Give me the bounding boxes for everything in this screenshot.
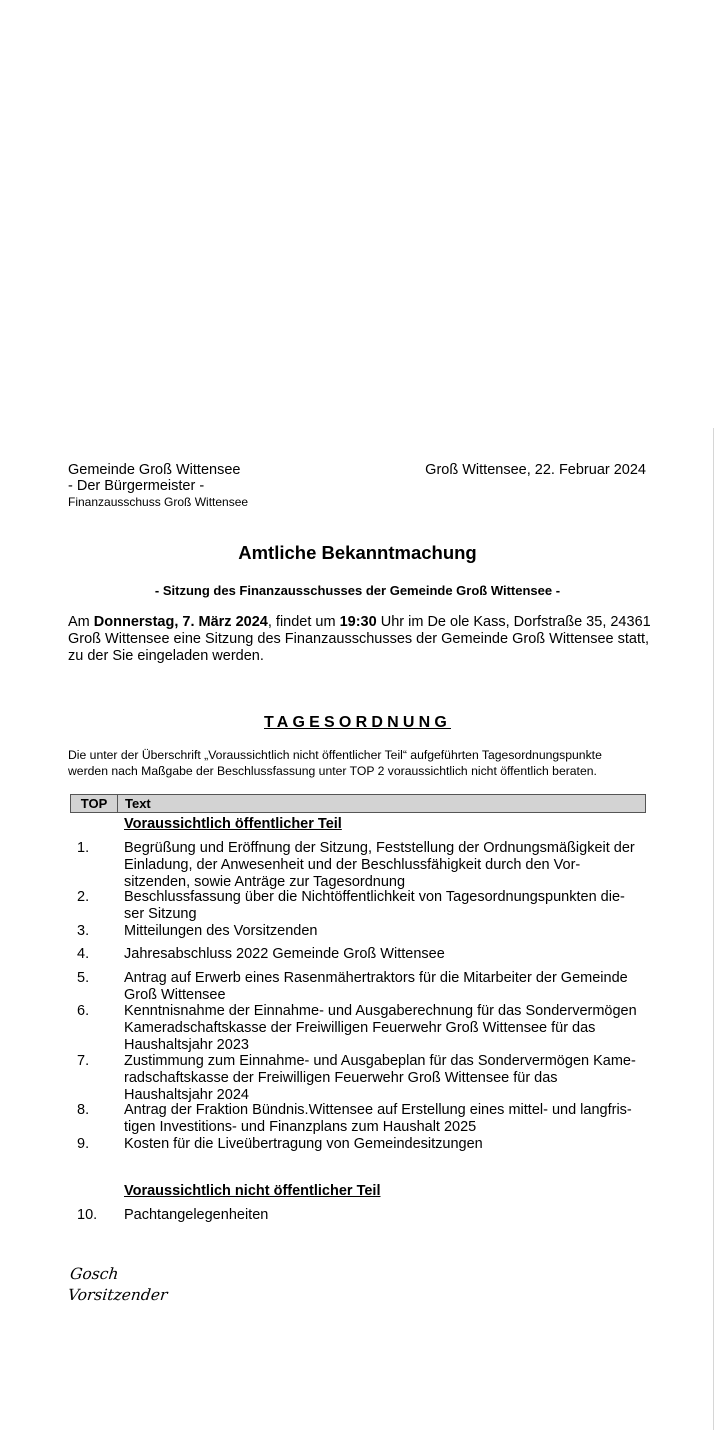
intro-line-3: zu der Sie eingeladen werden.: [68, 648, 264, 664]
agenda-note-line-1: Die unter der Überschrift „Voraussichtlich nicht öffentlicher Teil“ aufgeführten Tagesordnungspunkte: [68, 748, 602, 762]
agenda-item-number: 4.: [77, 946, 90, 962]
agenda-item-text: Antrag auf Erwerb eines Rasenmähertraktors für die Mitarbeiter der Gemeinde Groß Wittensee: [124, 970, 628, 1003]
signature-name: Gosch: [69, 1265, 120, 1283]
intro-text-am: Am: [68, 614, 94, 630]
agenda-item-number: 5.: [77, 970, 90, 986]
place-date: Groß Wittensee, 22. Februar 2024: [425, 462, 646, 478]
sender-block: [68, 462, 248, 510]
agenda-item-number: 10.: [77, 1207, 98, 1223]
agenda-note: [68, 747, 648, 779]
agenda-item-text: Begrüßung und Eröffnung der Sitzung, Feststellung der Ordnungsmäßigkeit der Einladung, der Anwesenheit und der Beschlussfähigkeit durch den Vor- sitzenden, sowie Anträge zur Tagesordnung: [124, 840, 635, 890]
page-title: Amtliche Bekanntmachung: [238, 542, 477, 563]
meeting-date: Donnerstag, 7. März 2024: [93, 614, 268, 630]
intro-text-location: Uhr im De ole Kass, Dorfstraße 35, 24361: [376, 614, 651, 630]
agenda-item-text: Kosten für die Liveübertragung von Gemeindesitzungen: [124, 1136, 483, 1152]
intro-line-1: [68, 614, 651, 631]
agenda-item-number: 6.: [77, 1003, 90, 1019]
sender-mayor: - Der Bürgermeister -: [68, 478, 205, 494]
intro-paragraph: [68, 614, 651, 665]
agenda-note-line-2: werden nach Maßgabe der Beschlussfassung unter TOP 2 voraussichtlich nicht öffentlich beraten.: [68, 764, 597, 778]
agenda-item-text: Jahresabschluss 2022 Gemeinde Groß Wittensee: [124, 946, 445, 962]
agenda-item-text: Zustimmung zum Einnahme- und Ausgabeplan für das Sondervermögen Kame- radschaftskasse der Freiwilligen Feuerwehr Groß Wittensee für das Haushaltsjahr 2024: [124, 1053, 636, 1103]
intro-line-2: Groß Wittensee eine Sitzung des Finanzausschusses der Gemeinde Groß Wittensee statt,: [68, 631, 650, 647]
agenda-heading: TAGESORDNUNG: [264, 714, 451, 731]
agenda-table-header: [70, 794, 646, 813]
agenda-item-text: Beschlussfassung über die Nichtöffentlichkeit von Tagesordnungspunkten die- ser Sitzung: [124, 889, 625, 922]
agenda-item-number: 1.: [77, 840, 90, 856]
signature-role: Vorsitzender: [67, 1286, 169, 1304]
agenda-item-number: 2.: [77, 889, 90, 905]
signature: [67, 1264, 171, 1306]
agenda-item-number: 9.: [77, 1136, 90, 1152]
agenda-item-text: Kenntnisnahme der Einnahme- und Ausgaberechnung für das Sondervermögen Kameradschaftskasse der Freiwilligen Feuerwehr Groß Wittensee für das Haushaltsjahr 2023: [124, 1003, 637, 1053]
page-subtitle: - Sitzung des Finanzausschusses der Gemeinde Groß Wittensee -: [154, 583, 561, 598]
agenda-item-number: 7.: [77, 1053, 90, 1069]
intro-text-time-prefix: , findet um: [267, 614, 340, 630]
page-edge-divider: [713, 428, 714, 1430]
agenda-item-text: Pachtangelegenheiten: [124, 1207, 269, 1223]
agenda-item-text: Mitteilungen des Vorsitzenden: [124, 923, 318, 939]
agenda-item-text: Antrag der Fraktion Bündnis.Wittensee auf Erstellung eines mittel- und langfris- tigen Investitions- und Finanzplans zum Haushalt 2025: [124, 1102, 632, 1135]
public-section-label: Voraussichtlich öffentlicher Teil: [124, 816, 342, 832]
column-header-text: Text: [125, 796, 151, 811]
agenda-item-number: 8.: [77, 1102, 90, 1118]
sender-committee: Finanzausschuss Groß Wittensee: [68, 495, 249, 509]
sender-municipality: Gemeinde Groß Wittensee: [68, 462, 241, 478]
meeting-time: 19:30: [339, 614, 377, 630]
column-header-top: TOP: [71, 795, 118, 812]
agenda-item-number: 3.: [77, 923, 90, 939]
private-section-label: Voraussichtlich nicht öffentlicher Teil: [124, 1183, 381, 1199]
